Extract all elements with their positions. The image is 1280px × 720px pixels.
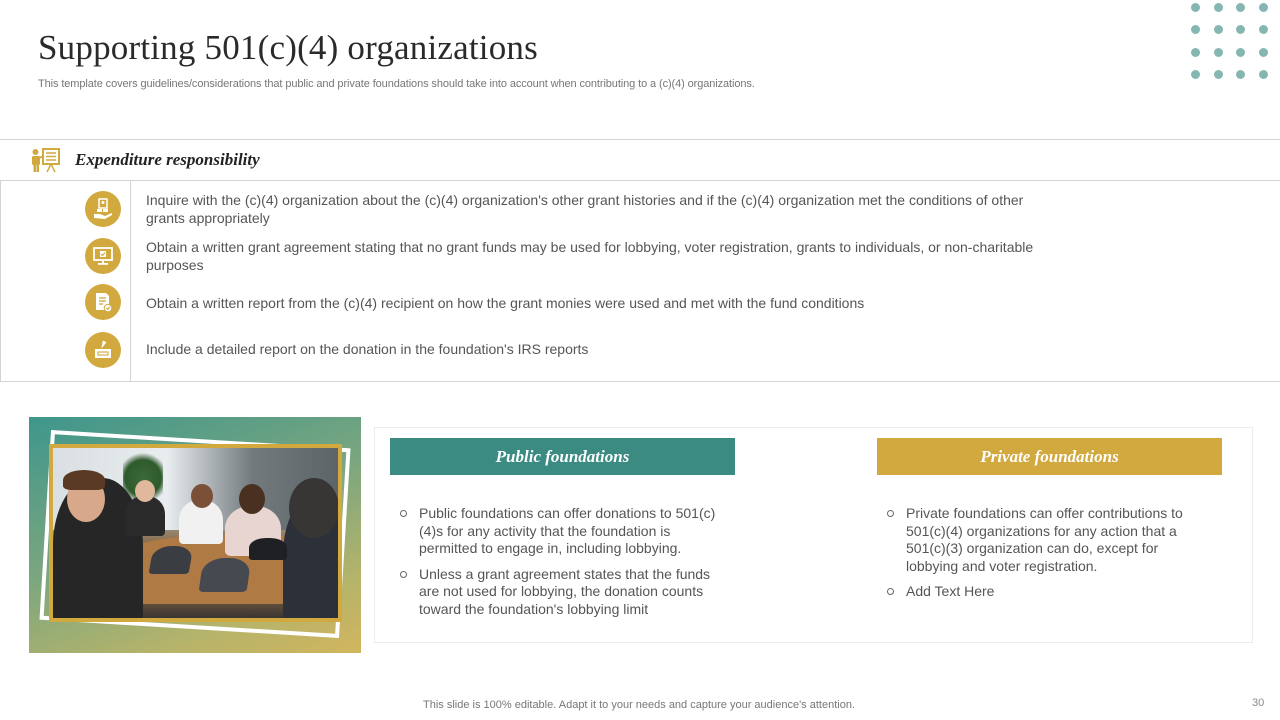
footer-note: This slide is 100% editable. Adapt it to your needs and capture your audience's attention. bbox=[423, 699, 855, 711]
expenditure-item-text: Obtain a written report from the (c)(4) recipient on how the grant monies were used and met with the fund conditions bbox=[146, 295, 865, 311]
expenditure-item-text: Inquire with the (c)(4) organization about the (c)(4) organization's other grant histories and if the (c)(4) organization met the conditions of other grants appropriately bbox=[146, 192, 1024, 226]
circle-bullet-icon bbox=[887, 510, 894, 517]
list-item: Public foundations can offer donations to 501(c)(4)s for any activity that the foundation is permitted to engage in, including lobbying. bbox=[400, 505, 720, 558]
hand-donation-icon bbox=[85, 191, 121, 227]
column-divider bbox=[130, 181, 131, 381]
monitor-check-icon bbox=[85, 238, 121, 274]
slide-subtitle: This template covers guidelines/considerations that public and private foundations should take into account when contributing to a (c)(4) organizations. bbox=[38, 78, 755, 90]
donation-box-icon bbox=[85, 332, 121, 368]
private-foundations-heading: Private foundations bbox=[877, 438, 1222, 475]
meeting-photo bbox=[49, 444, 342, 622]
expenditure-list bbox=[0, 181, 1280, 382]
list-item: Private foundations can offer contributions to 501(c)(4) organizations for any action that a 501(c)(3) organization can do, except for lobbying and voter registration. bbox=[887, 505, 1207, 575]
circle-bullet-icon bbox=[400, 510, 407, 517]
private-foundations-list bbox=[887, 505, 1207, 609]
dot-grid-decoration bbox=[1190, 2, 1280, 82]
expenditure-heading: Expenditure responsibility bbox=[75, 150, 260, 169]
slide-title: Supporting 501(c)(4) organizations bbox=[38, 28, 538, 67]
public-foundations-heading: Public foundations bbox=[390, 438, 735, 475]
foundations-comparison bbox=[374, 427, 1253, 643]
page-number: 30 bbox=[1252, 697, 1265, 709]
expenditure-header bbox=[0, 139, 1280, 181]
document-check-icon bbox=[85, 284, 121, 320]
list-item: Unless a grant agreement states that the funds are not used for lobbying, the donation counts toward the foundation's lobbying limit bbox=[400, 566, 720, 619]
team-meeting-image bbox=[29, 417, 361, 653]
expenditure-item-text: Include a detailed report on the donation in the foundation's IRS reports bbox=[146, 341, 589, 357]
expenditure-item-text: Obtain a written grant agreement stating that no grant funds may be used for lobbying, voter registration, grants to individuals, or non-charitable purposes bbox=[146, 239, 1034, 273]
public-foundations-list bbox=[400, 505, 720, 627]
presentation-board-icon bbox=[31, 148, 61, 174]
list-item: Add Text Here bbox=[887, 583, 1207, 601]
circle-bullet-icon bbox=[887, 588, 894, 595]
circle-bullet-icon bbox=[400, 571, 407, 578]
